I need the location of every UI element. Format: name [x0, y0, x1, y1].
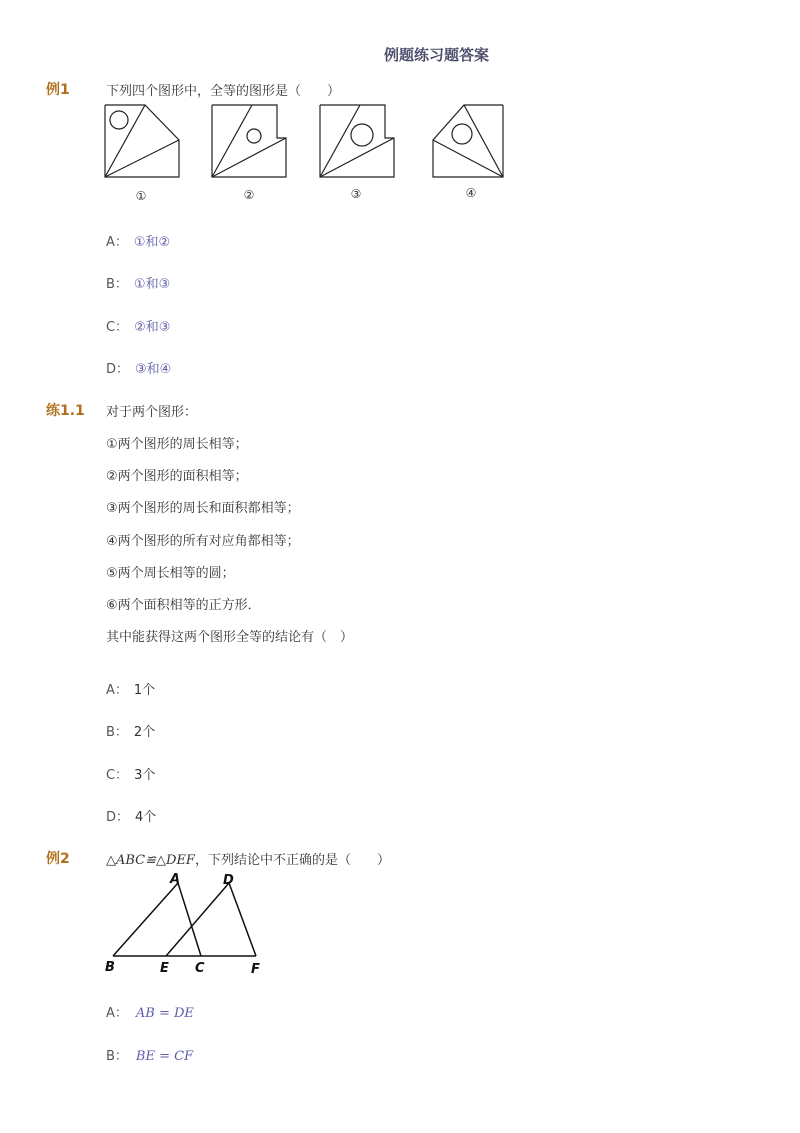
option-text: AB = DE [135, 1006, 194, 1021]
option-c[interactable] [106, 764, 155, 783]
option-text: ③和④ [135, 362, 172, 377]
point-f-label: F [251, 962, 260, 977]
option-a[interactable] [106, 231, 170, 250]
figure-4 [433, 105, 503, 177]
point-e-label: E [160, 961, 169, 976]
page-title: 例题练习题答案 [384, 46, 490, 64]
option-d[interactable] [106, 358, 171, 377]
question-stem [106, 849, 390, 868]
option-letter: A： [106, 235, 128, 250]
statement-5: ⑤两个周长相等的圆； [106, 566, 235, 581]
point-a-label: A [170, 872, 181, 887]
option-text: BE = CF [135, 1049, 194, 1064]
option-letter: C： [106, 320, 129, 335]
statement-1: ①两个图形的周长相等； [106, 437, 248, 452]
option-letter: B： [106, 725, 128, 740]
option-letter: B： [106, 277, 128, 292]
option-text: 4个 [135, 810, 157, 825]
option-letter: C： [106, 768, 129, 783]
option-text: ①和② [133, 235, 171, 250]
option-letter: B： [106, 1049, 128, 1064]
question-text: 其中能获得这两个图形全等的结论有（ ） [106, 630, 354, 645]
congruence-statement: △ABC≌△DEF [106, 853, 195, 868]
question-stem: 下列四个图形中，全等的图形是（ ） [106, 84, 341, 99]
option-text: 1个 [133, 683, 156, 698]
point-b-label: B [105, 960, 115, 975]
point-d-label: D [223, 873, 234, 888]
stem-text: ，下列结论中不正确的是（ ） [194, 853, 390, 868]
option-text: 3个 [134, 768, 156, 783]
statement-6: ⑥两个面积相等的正方形． [106, 598, 261, 613]
triangles-diagram [100, 868, 270, 978]
statement-3: ③两个图形的周长和面积都相等； [106, 501, 300, 516]
point-c-label: C [195, 961, 205, 976]
statement-4: ④两个图形的所有对应角都相等； [106, 534, 300, 549]
triangle-abc [113, 883, 201, 956]
option-b[interactable] [106, 1045, 193, 1064]
option-a[interactable] [106, 679, 155, 698]
option-b[interactable] [106, 273, 170, 292]
option-d[interactable] [106, 806, 156, 825]
figure-label-1: ① [135, 189, 147, 203]
option-c[interactable] [106, 316, 170, 335]
option-letter: D： [106, 362, 130, 377]
question-label: 例2 [46, 851, 70, 867]
figure-label-4: ④ [465, 186, 477, 200]
option-letter: A： [106, 683, 128, 698]
figure-label-3: ③ [350, 187, 362, 201]
triangle-def [166, 883, 256, 956]
option-letter: A： [106, 1006, 128, 1021]
option-text: ①和③ [133, 277, 171, 292]
question-stem: 对于两个图形： [106, 405, 198, 420]
figure-label-2: ② [243, 188, 255, 202]
statement-2: ②两个图形的面积相等； [106, 469, 248, 484]
figure-1 [105, 105, 179, 177]
option-b[interactable] [106, 721, 155, 740]
option-text: 2个 [133, 725, 156, 740]
option-a[interactable] [106, 1002, 194, 1021]
question-label: 例1 [46, 82, 70, 98]
figure-3 [320, 105, 394, 177]
option-text: ②和③ [134, 320, 171, 335]
option-letter: D： [106, 810, 130, 825]
four-figures-diagram [100, 100, 520, 208]
figure-2 [212, 105, 286, 177]
question-label: 练1.1 [46, 403, 85, 419]
